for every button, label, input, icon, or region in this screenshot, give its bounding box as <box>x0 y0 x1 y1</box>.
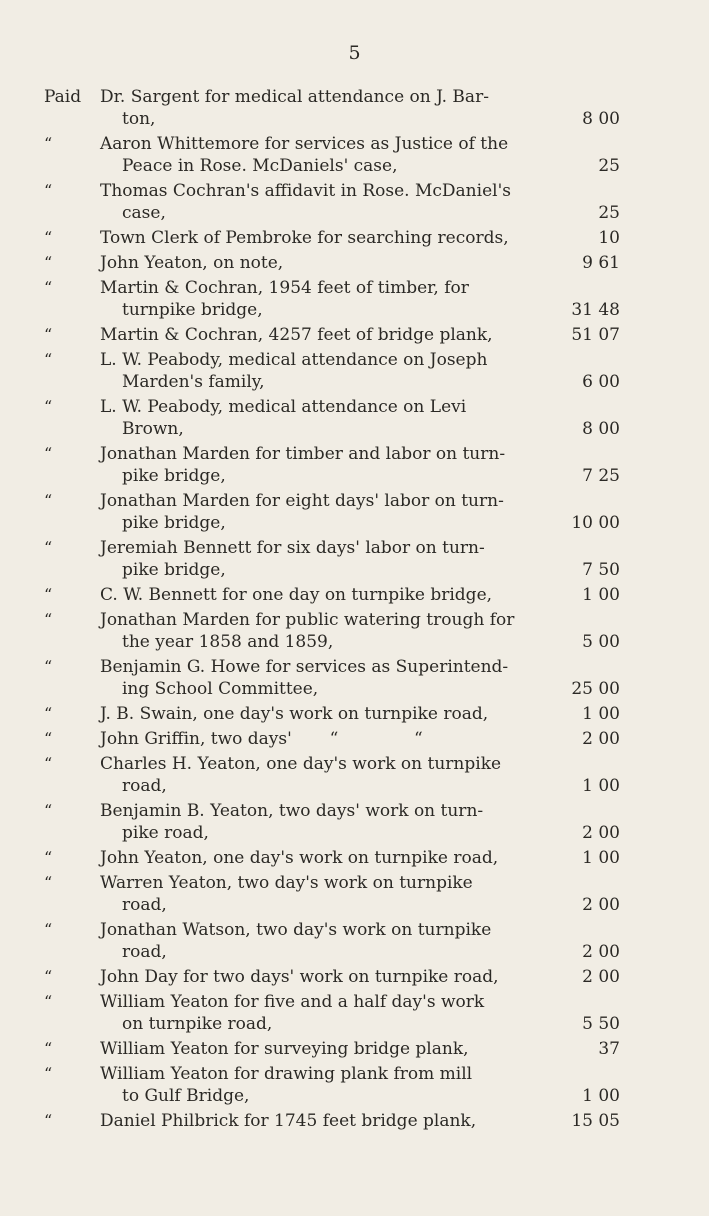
entry-lead-mark: “ <box>44 1064 53 1083</box>
entry-description <box>100 324 544 346</box>
entry-lead-mark: “ <box>44 181 53 200</box>
entry-amount: 37 <box>598 1039 620 1059</box>
entry-description-line: J. B. Swain, one day's work on turnpike road, <box>100 704 489 724</box>
ledger-entry <box>44 703 620 725</box>
entry-description-line: L. W. Peabody, medical attendance on Joseph <box>100 350 488 370</box>
ledger-entry <box>44 349 620 393</box>
entry-description <box>100 1110 544 1132</box>
entry-amount: 2 00 <box>582 942 620 962</box>
entry-description-line: William Yeaton for drawing plank from mill <box>100 1064 473 1084</box>
entry-description <box>100 656 544 700</box>
ledger-entry <box>44 1038 620 1060</box>
entry-amount: 8 00 <box>582 419 620 439</box>
ledger-entry <box>44 919 620 963</box>
entry-description <box>100 703 544 725</box>
entry-lead-mark: “ <box>44 350 53 369</box>
entry-description-line: John Yeaton, one day's work on turnpike road, <box>100 848 499 868</box>
entry-lead-mark: “ <box>44 253 53 272</box>
ledger-entry <box>44 443 620 487</box>
entry-description <box>100 966 544 988</box>
ledger-entry <box>44 277 620 321</box>
page-number: 5 <box>348 42 361 64</box>
entry-description-line: John Yeaton, on note, <box>100 253 284 273</box>
entry-description-line: ing School Committee, <box>122 679 319 699</box>
entry-lead-mark: “ <box>44 873 53 892</box>
entry-amount: 1 00 <box>582 585 620 605</box>
entry-amount: 25 <box>598 203 620 223</box>
entry-lead-mark: “ <box>44 704 53 723</box>
ledger-entry <box>44 656 620 700</box>
entry-description-line: C. W. Bennett for one day on turnpike bridge, <box>100 585 493 605</box>
entry-description <box>100 800 544 844</box>
entry-lead-mark: “ <box>44 729 53 748</box>
entry-description <box>100 1038 544 1060</box>
entry-description-line: pike road, <box>122 823 209 843</box>
entry-description <box>100 919 544 963</box>
ledger-entry <box>44 490 620 534</box>
expense-ledger <box>44 86 620 1135</box>
entry-description-line: Benjamin G. Howe for services as Superintend- <box>100 657 509 677</box>
entry-description-line: pike bridge, <box>122 466 226 486</box>
entry-amount: 8 00 <box>582 109 620 129</box>
entry-description <box>100 443 544 487</box>
entry-lead-mark: “ <box>44 491 53 510</box>
entry-lead-mark: “ <box>44 1039 53 1058</box>
entry-description <box>100 872 544 916</box>
entry-amount: 5 00 <box>582 632 620 652</box>
entry-description-line: John Day for two days' work on turnpike road, <box>100 967 499 987</box>
entry-description-line: Jonathan Marden for public watering trough for <box>100 610 515 630</box>
entry-amount: 2 00 <box>582 729 620 749</box>
entry-amount: 1 00 <box>582 704 620 724</box>
entry-description <box>100 133 544 177</box>
entry-lead-mark: “ <box>44 444 53 463</box>
entry-amount: 7 50 <box>582 560 620 580</box>
entry-description-line: pike bridge, <box>122 513 226 533</box>
entry-lead-mark: “ <box>44 397 53 416</box>
entry-description-line: Peace in Rose. McDaniels' case, <box>122 156 398 176</box>
entry-description <box>100 349 544 393</box>
entry-description-line: Martin & Cochran, 1954 feet of timber, for <box>100 278 469 298</box>
entry-lead-mark: “ <box>44 228 53 247</box>
ledger-entry <box>44 133 620 177</box>
entry-description <box>100 1063 544 1107</box>
entry-description-line: Town Clerk of Pembroke for searching records, <box>100 228 509 248</box>
entry-description-line: the year 1858 and 1859, <box>122 632 334 652</box>
entry-description <box>100 396 544 440</box>
entry-description <box>100 728 544 750</box>
entry-description-line: William Yeaton for five and a half day's work <box>100 992 485 1012</box>
entry-description <box>100 490 544 534</box>
entry-description-line: Jonathan Watson, two day's work on turnpike <box>100 920 492 940</box>
ledger-entry <box>44 584 620 606</box>
entry-description-line: William Yeaton for surveying bridge plank, <box>100 1039 469 1059</box>
entry-description-line: Aaron Whittemore for services as Justice of the <box>100 134 509 154</box>
entry-description <box>100 227 544 249</box>
entry-amount: 2 00 <box>582 895 620 915</box>
entry-amount: 7 25 <box>582 466 620 486</box>
entry-description-line: Benjamin B. Yeaton, two days' work on turn- <box>100 801 484 821</box>
entry-lead-mark: “ <box>44 538 53 557</box>
entry-description-line: road, <box>122 895 167 915</box>
entry-lead-mark: “ <box>44 801 53 820</box>
ledger-entry <box>44 1110 620 1132</box>
entry-amount: 1 00 <box>582 776 620 796</box>
entry-description <box>100 252 544 274</box>
entry-description-line: road, <box>122 776 167 796</box>
entry-lead-mark: “ <box>44 585 53 604</box>
entry-description-line: Daniel Philbrick for 1745 feet bridge plank, <box>100 1111 477 1131</box>
entry-description-line: John Griffin, two days' “ “ <box>100 729 423 749</box>
entry-description <box>100 180 544 224</box>
entry-description-line: Brown, <box>122 419 184 439</box>
ledger-entry <box>44 537 620 581</box>
entry-lead-mark: “ <box>44 967 53 986</box>
entry-lead-mark: “ <box>44 1111 53 1130</box>
entry-description-line: Jeremiah Bennett for six days' labor on turn- <box>100 538 485 558</box>
ledger-entry <box>44 227 620 249</box>
ledger-entry <box>44 728 620 750</box>
ledger-entry <box>44 800 620 844</box>
entry-description-line: case, <box>122 203 166 223</box>
entry-description-line: on turnpike road, <box>122 1014 273 1034</box>
entry-description <box>100 847 544 869</box>
entry-description-line: Thomas Cochran's affidavit in Rose. McDaniel's <box>100 181 511 201</box>
entry-description-line: Jonathan Marden for timber and labor on turn- <box>100 444 506 464</box>
entry-description-line: Dr. Sargent for medical attendance on J. Bar- <box>100 87 489 107</box>
ledger-entry <box>44 966 620 988</box>
ledger-entry <box>44 991 620 1035</box>
ledger-entry <box>44 252 620 274</box>
entry-amount: 1 00 <box>582 1086 620 1106</box>
entry-description-line: Martin & Cochran, 4257 feet of bridge plank, <box>100 325 493 345</box>
entry-description-line: turnpike bridge, <box>122 300 263 320</box>
entry-description <box>100 86 544 130</box>
entry-lead-mark: “ <box>44 848 53 867</box>
entry-amount: 15 05 <box>571 1111 620 1131</box>
entry-lead-mark: “ <box>44 992 53 1011</box>
entry-description-line: to Gulf Bridge, <box>122 1086 250 1106</box>
entry-amount: 6 00 <box>582 372 620 392</box>
entry-amount: 31 48 <box>571 300 620 320</box>
entry-lead-mark: Paid <box>44 87 82 107</box>
entry-amount: 2 00 <box>582 967 620 987</box>
entry-description-line: Warren Yeaton, two day's work on turnpike <box>100 873 473 893</box>
entry-amount: 5 50 <box>582 1014 620 1034</box>
entry-lead-mark: “ <box>44 134 53 153</box>
entry-lead-mark: “ <box>44 325 53 344</box>
entry-lead-mark: “ <box>44 278 53 297</box>
entry-amount: 51 07 <box>571 325 620 345</box>
ledger-entry <box>44 753 620 797</box>
entry-amount: 10 00 <box>571 513 620 533</box>
entry-description-line: Marden's family, <box>122 372 265 392</box>
ledger-entry <box>44 609 620 653</box>
entry-description-line: ton, <box>122 109 156 129</box>
entry-description-line: Jonathan Marden for eight days' labor on turn- <box>100 491 504 511</box>
ledger-entry <box>44 180 620 224</box>
ledger-entry <box>44 847 620 869</box>
entry-description <box>100 609 544 653</box>
entry-amount: 1 00 <box>582 848 620 868</box>
entry-amount: 10 <box>598 228 620 248</box>
entry-description-line: L. W. Peabody, medical attendance on Levi <box>100 397 467 417</box>
ledger-entry <box>44 872 620 916</box>
entry-description <box>100 584 544 606</box>
entry-lead-mark: “ <box>44 754 53 773</box>
entry-description-line: Charles H. Yeaton, one day's work on turnpike <box>100 754 502 774</box>
entry-amount: 25 00 <box>571 679 620 699</box>
entry-lead-mark: “ <box>44 610 53 629</box>
entry-amount: 9 61 <box>582 253 620 273</box>
entry-description-line: pike bridge, <box>122 560 226 580</box>
entry-description-line: road, <box>122 942 167 962</box>
entry-lead-mark: “ <box>44 920 53 939</box>
entry-description <box>100 753 544 797</box>
entry-description <box>100 991 544 1035</box>
entry-amount: 2 00 <box>582 823 620 843</box>
entry-lead-mark: “ <box>44 657 53 676</box>
entry-description <box>100 537 544 581</box>
entry-amount: 25 <box>598 156 620 176</box>
entry-description <box>100 277 544 321</box>
ledger-entry <box>44 86 620 130</box>
ledger-entry <box>44 396 620 440</box>
ledger-entry <box>44 324 620 346</box>
ledger-entry <box>44 1063 620 1107</box>
